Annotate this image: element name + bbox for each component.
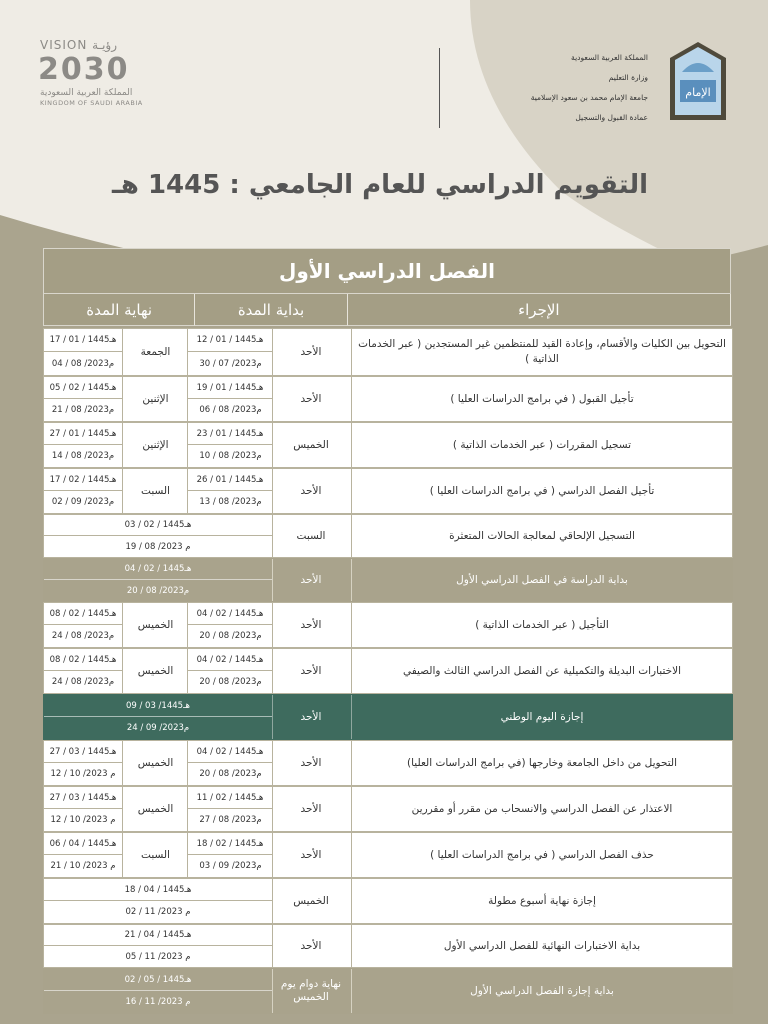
end-hijri-date: 06 / 04 / 1445هـ: [44, 833, 122, 855]
start-hijri-date: 12 / 01 / 1445هـ: [187, 329, 272, 352]
end-gregorian-date: 21 / 10 /2023 م: [50, 861, 116, 871]
procedure-cell: إجازة اليوم الوطني: [351, 695, 732, 739]
start-gregorian-date: 30 / 07 /2023م: [187, 352, 273, 375]
table-row: [43, 832, 733, 878]
university-logo: [668, 40, 728, 122]
start-gregorian-date: 03 / 09 /2023م: [187, 855, 273, 877]
procedure-cell: بداية الاختبارات النهائية للفصل الدراسي الأول: [351, 925, 732, 967]
end-hijri-date: 05 / 02 / 1445هـ: [44, 377, 122, 399]
procedure-cell: حذف الفصل الدراسي ( في برامج الدراسات العليا ): [351, 833, 732, 877]
merged-hijri-date: 04 / 02 / 1445هـ: [44, 559, 272, 580]
start-day-cell: نهاية دوام يوم الخميس: [272, 969, 349, 1013]
vision-arabic: المملكة العربية السعودية: [40, 88, 133, 98]
vision-2030-logo: [38, 36, 158, 108]
table-row: [43, 786, 733, 832]
merged-hijri-date: 21 / 04 / 1445هـ: [44, 925, 272, 946]
end-gregorian-date: 24 / 08 /2023م: [51, 677, 115, 687]
start-day-cell: الأحد: [272, 329, 349, 375]
procedure-cell: بداية الدراسة في الفصل الدراسي الأول: [351, 559, 732, 601]
ministry-line: المملكة العربية السعودية: [571, 53, 648, 62]
procedure-cell: بداية إجازة الفصل الدراسي الأول: [351, 969, 732, 1013]
end-gregorian-date: 21 / 08 /2023م: [51, 405, 115, 415]
start-day-cell: الأحد: [272, 741, 349, 785]
start-gregorian-date: 13 / 08 /2023م: [187, 491, 273, 513]
start-hijri-date: 04 / 02 / 1445هـ: [187, 603, 272, 625]
start-gregorian-date: 20 / 08 /2023م: [187, 671, 273, 693]
start-day-cell: الأحد: [272, 649, 349, 693]
merged-hijri-date: 03 / 02 / 1445هـ: [44, 515, 272, 536]
page-title: التقويم الدراسي للعام الجامعي : 1445 هـ: [111, 170, 648, 200]
ministry-text: [439, 48, 648, 128]
procedure-cell: تسجيل المقررات ( عبر الخدمات الذاتية ): [351, 423, 732, 467]
procedure-cell: تأجيل الفصل الدراسي ( في برامج الدراسات العليا ): [351, 469, 732, 513]
start-day-cell: الأحد: [272, 469, 349, 513]
end-gregorian-date: 12 / 10 /2023 م: [50, 769, 116, 779]
end-hijri-date: 17 / 02 / 1445هـ: [44, 469, 122, 491]
end-day-cell: السبت: [122, 833, 188, 877]
start-hijri-date: 19 / 01 / 1445هـ: [187, 377, 272, 399]
ministry-line: وزارة التعليم: [608, 73, 648, 82]
start-day-cell: الأحد: [272, 695, 349, 739]
table-row: [43, 968, 733, 1014]
end-day-cell: الخميس: [122, 741, 188, 785]
start-gregorian-date: 20 / 08 /2023م: [187, 763, 273, 785]
table-row: [43, 878, 733, 924]
end-gregorian-date: 24 / 08 /2023م: [51, 631, 115, 641]
merged-gregorian-date: 20 / 08 /2023م: [126, 585, 190, 596]
start-hijri-date: 11 / 02 / 1445هـ: [187, 787, 272, 809]
start-day-cell: الأحد: [272, 925, 349, 967]
column-headers: [43, 294, 731, 326]
table-row: [43, 328, 733, 376]
column-header-end: نهاية المدة: [44, 294, 195, 326]
procedure-cell: إجازة نهاية أسبوع مطولة: [351, 879, 732, 923]
end-day-cell: الخميس: [122, 649, 188, 693]
start-day-cell: الخميس: [272, 879, 349, 923]
start-gregorian-date: 06 / 08 /2023م: [187, 399, 273, 421]
start-day-cell: الأحد: [272, 559, 349, 601]
procedure-cell: الاعتذار عن الفصل الدراسي والانسحاب من مقرر أو مقررين: [351, 787, 732, 831]
end-gregorian-date: 12 / 10 /2023 م: [50, 815, 116, 825]
procedure-cell: التحويل بين الكليات والأقسام، وإعادة القيد للمنتظمين غير المستجدين ( عبر الخدمات الذاتية ): [351, 329, 732, 375]
start-hijri-date: 23 / 01 / 1445هـ: [187, 423, 272, 445]
table-heading: الفصل الدراسي الأول: [43, 248, 731, 294]
calendar-table: [43, 248, 731, 326]
start-day-cell: السبت: [272, 515, 349, 557]
end-hijri-date: 27 / 03 / 1445هـ: [44, 741, 122, 763]
table-row: [43, 648, 733, 694]
end-gregorian-date: 14 / 08 /2023م: [51, 451, 115, 461]
end-day-cell: الإثنين: [122, 377, 188, 421]
merged-gregorian-date: 16 / 11 /2023 م: [125, 997, 191, 1007]
start-day-cell: الأحد: [272, 833, 349, 877]
end-day-cell: الجمعة: [122, 329, 188, 375]
start-hijri-date: 18 / 02 / 1445هـ: [187, 833, 272, 855]
table-row: [43, 468, 733, 514]
end-hijri-date: 17 / 01 / 1445هـ: [44, 329, 122, 352]
logo-text: الإمام: [685, 86, 711, 99]
merged-gregorian-date: 05 / 11 /2023 م: [125, 951, 191, 962]
table-row: [43, 558, 733, 602]
start-day-cell: الخميس: [272, 423, 349, 467]
merged-gregorian-date: 02 / 11 /2023 م: [125, 907, 191, 917]
merged-gregorian-date: 24 / 09 /2023م: [126, 723, 190, 733]
vision-number: 2030: [38, 52, 130, 87]
start-hijri-date: 04 / 02 / 1445هـ: [187, 741, 272, 763]
procedure-cell: التأجيل ( عبر الخدمات الذاتية ): [351, 603, 732, 647]
ministry-line: جامعة الإمام محمد بن سعود الإسلامية: [530, 93, 648, 102]
end-hijri-date: 08 / 02 / 1445هـ: [44, 603, 122, 625]
start-gregorian-date: 20 / 08 /2023م: [187, 625, 273, 647]
column-header-start: بداية المدة: [195, 294, 347, 326]
table-row: [43, 924, 733, 968]
table-row: [43, 514, 733, 558]
merged-hijri-date: 18 / 04 / 1445هـ: [44, 879, 272, 901]
end-day-cell: الخميس: [122, 787, 188, 831]
start-hijri-date: 26 / 01 / 1445هـ: [187, 469, 272, 491]
end-gregorian-date: 02 / 09 /2023م: [51, 497, 115, 507]
procedure-cell: التسجيل الإلحاقي لمعالجة الحالات المتعثرة: [351, 515, 732, 557]
table-row: [43, 602, 733, 648]
table-row: [43, 740, 733, 786]
start-day-cell: الأحد: [272, 787, 349, 831]
end-day-cell: السبت: [122, 469, 188, 513]
start-hijri-date: 04 / 02 / 1445هـ: [187, 649, 272, 671]
start-gregorian-date: 10 / 08 /2023م: [187, 445, 273, 467]
vision-english: KINGDOM OF SAUDI ARABIA: [40, 99, 143, 107]
end-hijri-date: 08 / 02 / 1445هـ: [44, 649, 122, 671]
end-hijri-date: 27 / 03 / 1445هـ: [44, 787, 122, 809]
procedure-cell: تأجيل القبول ( في برامج الدراسات العليا ): [351, 377, 732, 421]
merged-gregorian-date: 19 / 08 /2023 م: [125, 541, 191, 552]
start-day-cell: الأحد: [272, 603, 349, 647]
table-row: [43, 422, 733, 468]
table-row: [43, 376, 733, 422]
merged-hijri-date: 09 / 03 /1445هـ: [44, 695, 272, 717]
procedure-cell: التحويل من داخل الجامعة وخارجها (في برامج الدراسات العليا): [351, 741, 732, 785]
vision-top-text: VISION رؤيـة: [40, 38, 118, 52]
end-day-cell: الإثنين: [122, 423, 188, 467]
end-gregorian-date: 04 / 08 /2023م: [51, 358, 115, 369]
end-day-cell: الخميس: [122, 603, 188, 647]
start-gregorian-date: 27 / 08 /2023م: [187, 809, 273, 831]
procedure-cell: الاختبارات البديلة والتكميلية عن الفصل الدراسي الثالث والصيفي: [351, 649, 732, 693]
end-hijri-date: 27 / 01 / 1445هـ: [44, 423, 122, 445]
merged-hijri-date: 02 / 05 / 1445هـ: [44, 969, 272, 991]
ministry-line: عمادة القبول والتسجيل: [575, 113, 648, 122]
table-row: [43, 694, 733, 740]
column-header-procedure: الإجراء: [348, 294, 731, 326]
start-day-cell: الأحد: [272, 377, 349, 421]
